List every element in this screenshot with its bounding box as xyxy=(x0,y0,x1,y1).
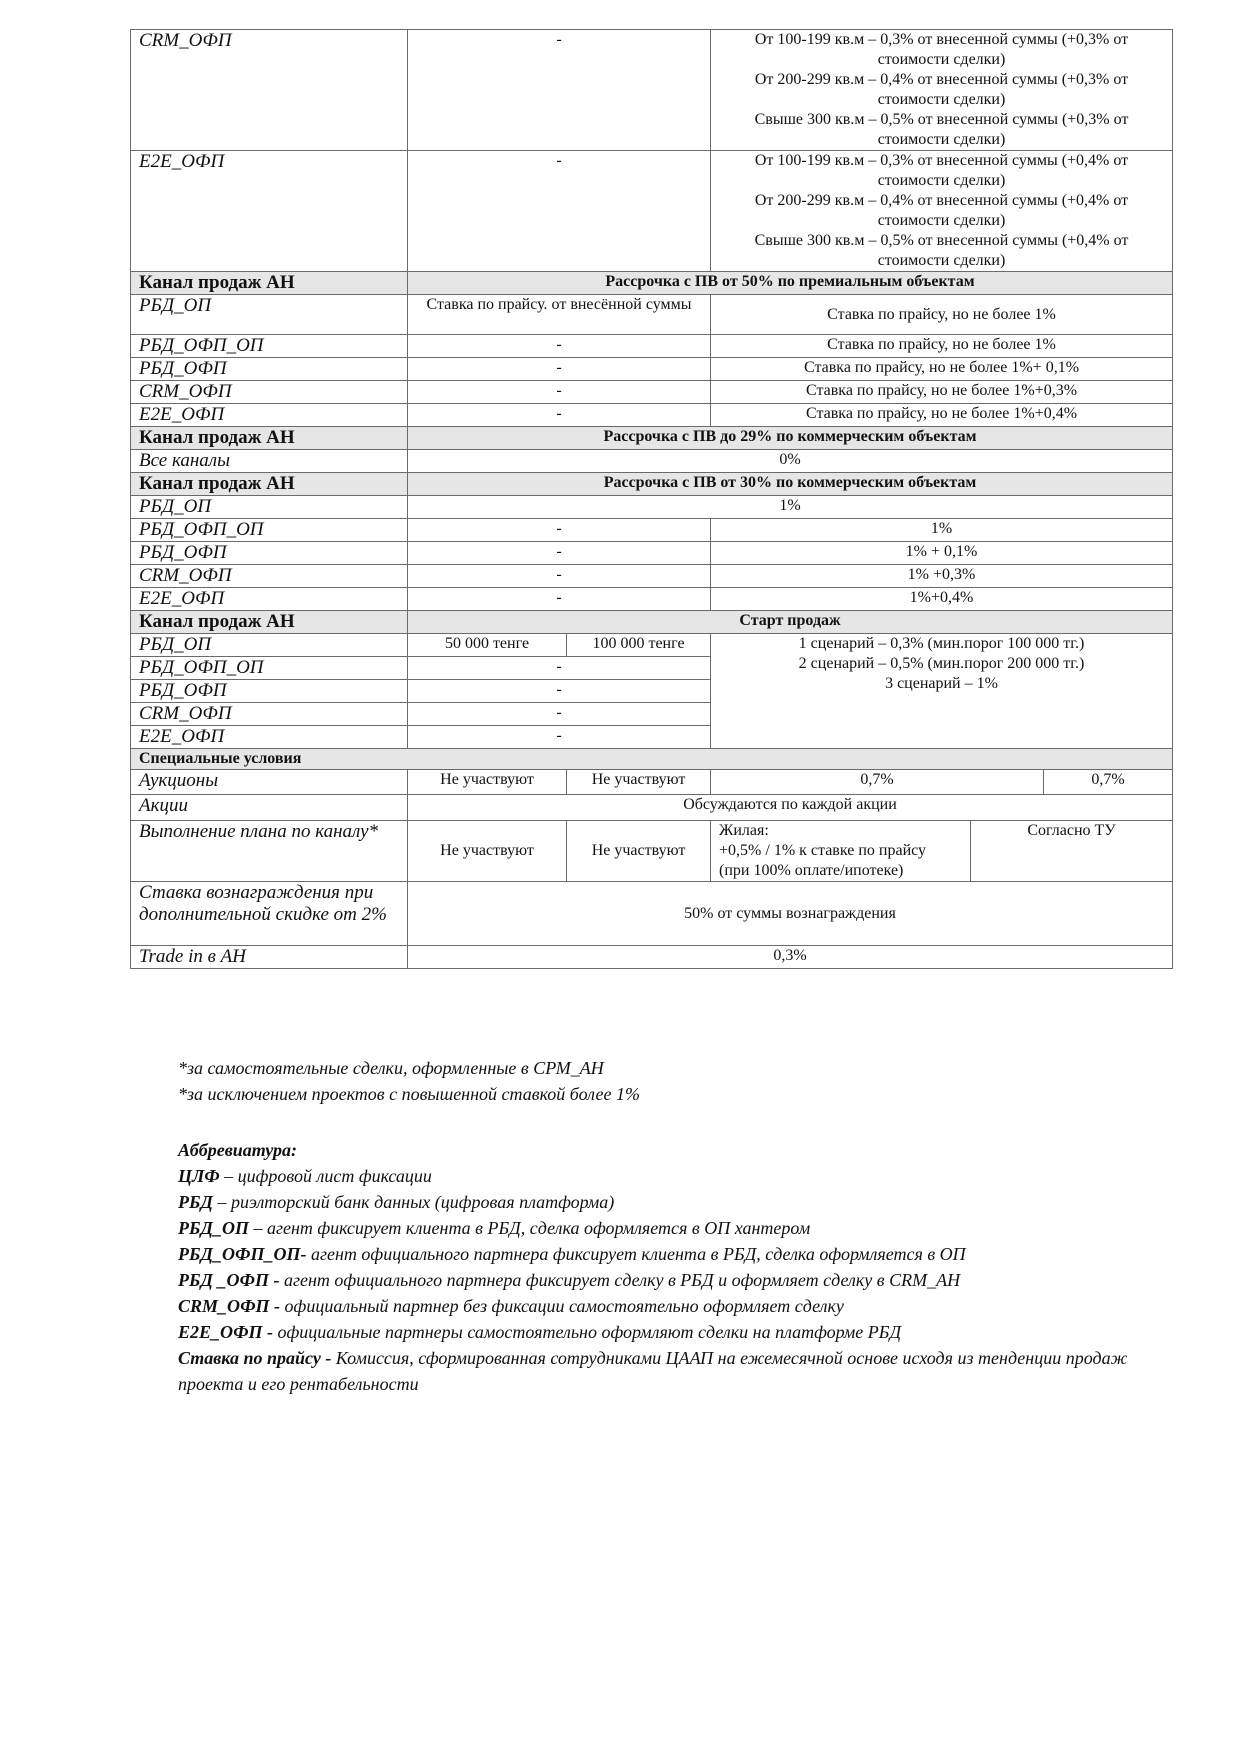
commission-table xyxy=(130,29,1173,969)
table-row xyxy=(131,542,1173,565)
footnotes xyxy=(178,1055,640,1107)
cell-value: - xyxy=(408,151,711,272)
footnote: *за самостоятельные сделки, оформленные в СРМ_АН xyxy=(178,1058,604,1078)
abbr-sep: – xyxy=(248,1218,267,1238)
channel-label: РБД_ОФП xyxy=(131,542,408,565)
table-row xyxy=(131,565,1173,588)
abbr-term: E2E_ОФП - xyxy=(178,1322,274,1342)
condition-label: Выполнение плана по каналу* xyxy=(131,821,408,882)
cell-value: 1% +0,3% xyxy=(711,565,1173,588)
scenario-line: 3 сценарий – 1% xyxy=(885,675,998,692)
abbr-term: РБД_ОП xyxy=(178,1218,249,1238)
cell-value: 0,3% xyxy=(408,946,1173,969)
cell-value: - xyxy=(408,542,711,565)
cell-value: Не участвуют xyxy=(567,821,711,882)
abbr-term: ЦЛФ xyxy=(178,1166,220,1186)
scenario-line: 1 сценарий – 0,3% (мин.порог 100 000 тг.) xyxy=(798,635,1085,652)
cell-value: Не участвуют xyxy=(408,770,567,795)
channel-header: Канал продаж АН xyxy=(131,427,408,450)
condition-label: Аукционы xyxy=(131,770,408,795)
channel-label: РБД_ОФП xyxy=(131,680,408,703)
cell-value: Согласно ТУ xyxy=(971,821,1173,882)
abbr-def: агент официального партнера фиксирует сделку в РБД и оформляет сделку в CRM_АН xyxy=(283,1270,961,1290)
table-row xyxy=(131,381,1173,404)
cell-value: 100 000 тенге xyxy=(567,634,711,657)
abbr-term: РБД_ОФП_ОП- xyxy=(178,1244,307,1264)
cell-value: 1% xyxy=(711,519,1173,542)
channel-label: E2E_ОФП xyxy=(131,404,408,427)
cell-value: - xyxy=(408,358,711,381)
table-row xyxy=(131,404,1173,427)
table-row xyxy=(131,795,1173,821)
channel-label: CRM_ОФП xyxy=(131,565,408,588)
scenario-cell xyxy=(711,634,1173,749)
cell-value: - xyxy=(408,519,711,542)
channel-label: Все каналы xyxy=(131,450,408,473)
abbr-def: официальный партнер без фиксации самостоятельно оформляет сделку xyxy=(284,1296,844,1316)
table-row xyxy=(131,295,1173,335)
cell-value: 0% xyxy=(408,450,1173,473)
channel-label: РБД_ОФП_ОП xyxy=(131,335,408,358)
cell-value: 0,7% xyxy=(711,770,1044,795)
cell-value: Ставка по прайсу, но не более 1% xyxy=(711,335,1173,358)
tier-line: От 100-199 кв.м – 0,3% от внесенной суммы (+0,4% от стоимости сделки) xyxy=(754,152,1129,189)
section-header xyxy=(131,611,1173,634)
cell-value: - xyxy=(408,565,711,588)
channel-label: CRM_ОФП xyxy=(131,30,408,151)
channel-label: CRM_ОФП xyxy=(131,703,408,726)
tier-line: От 100-199 кв.м – 0,3% от внесенной суммы (+0,3% от стоимости сделки) xyxy=(754,31,1129,68)
channel-header: Канал продаж АН xyxy=(131,473,408,496)
cell-value: Не участвуют xyxy=(408,821,567,882)
abbr-def: риэлторский банк данных (цифровая платформа) xyxy=(230,1192,615,1212)
cell-value: 1% + 0,1% xyxy=(711,542,1173,565)
tier-line: Свыше 300 кв.м – 0,5% от внесенной суммы (+0,4% от стоимости сделки) xyxy=(754,232,1129,269)
cell-value: 0,7% xyxy=(1044,770,1173,795)
channel-label: РБД_ОП xyxy=(131,496,408,519)
section-title: Специальные условия xyxy=(131,749,1173,770)
abbr-term: Ставка по прайсу - xyxy=(178,1348,332,1368)
condition-label: Ставка вознаграждения при дополнительной скидке от 2% xyxy=(131,882,408,946)
cell-line: (при 100% оплате/ипотеке) xyxy=(719,862,904,879)
abbr-term: РБД xyxy=(178,1192,213,1212)
channel-label: E2E_ОФП xyxy=(131,726,408,749)
cell-line: Жилая: xyxy=(719,822,769,839)
scenario-line: 2 сценарий – 0,5% (мин.порог 200 000 тг.) xyxy=(798,655,1085,672)
footnote: *за исключением проектов с повышенной ставкой более 1% xyxy=(178,1084,640,1104)
table-row xyxy=(131,634,1173,657)
abbreviation-item xyxy=(178,1241,1138,1267)
cell-value: 50 000 тенге xyxy=(408,634,567,657)
cell-value: - xyxy=(408,703,711,726)
condition-label: Акции xyxy=(131,795,408,821)
abbr-term: CRM_ОФП - xyxy=(178,1296,281,1316)
condition-label: Trade in в АН xyxy=(131,946,408,969)
abbr-sep: – xyxy=(219,1166,238,1186)
abbr-term: РБД _ОФП - xyxy=(178,1270,280,1290)
section-title: Рассрочка с ПВ от 30% по коммерческим объектам xyxy=(408,473,1173,496)
cell-value: - xyxy=(408,335,711,358)
channel-header: Канал продаж АН xyxy=(131,611,408,634)
abbr-def: Комиссия, сформированная сотрудниками ЦААП на ежемесячной основе исходя из тенденции продаж проекта и его рентабельности xyxy=(178,1348,1128,1394)
channel-label: РБД_ОФП xyxy=(131,358,408,381)
table-row xyxy=(131,946,1173,969)
table-row xyxy=(131,358,1173,381)
abbreviation-item xyxy=(178,1163,1138,1189)
tier-cell xyxy=(711,151,1173,272)
tier-line: Свыше 300 кв.м – 0,5% от внесенной суммы (+0,3% от стоимости сделки) xyxy=(754,111,1129,148)
cell-value: 50% от суммы вознаграждения xyxy=(408,882,1173,946)
abbreviation-item xyxy=(178,1215,1138,1241)
cell-value: Ставка по прайсу, но не более 1% xyxy=(711,295,1173,335)
table-row xyxy=(131,882,1173,946)
table-row xyxy=(131,770,1173,795)
cell-value: Ставка по прайсу, но не более 1%+0,4% xyxy=(711,404,1173,427)
abbreviation-item xyxy=(178,1267,1138,1293)
cell-value: Обсуждаются по каждой акции xyxy=(408,795,1173,821)
abbreviation-item xyxy=(178,1189,1138,1215)
cell-value: - xyxy=(408,404,711,427)
abbr-def: официальные партнеры самостоятельно оформляют сделки на платформе РБД xyxy=(277,1322,902,1342)
cell-value: Ставка по прайсу, но не более 1%+0,3% xyxy=(711,381,1173,404)
abbreviations-title: Аббревиатура: xyxy=(178,1140,298,1160)
section-header xyxy=(131,427,1173,450)
channel-label: РБД_ОФП_ОП xyxy=(131,519,408,542)
section-header xyxy=(131,749,1173,770)
abbreviation-item xyxy=(178,1345,1138,1397)
cell-value: Не участвуют xyxy=(567,770,711,795)
section-title: Рассрочка с ПВ до 29% по коммерческим объектам xyxy=(408,427,1173,450)
channel-label: РБД_ОП xyxy=(131,295,408,335)
section-title: Старт продаж xyxy=(408,611,1173,634)
cell-value: Ставка по прайсу, но не более 1%+ 0,1% xyxy=(711,358,1173,381)
cell-line: +0,5% / 1% к ставке по прайсу xyxy=(719,842,927,859)
abbreviations xyxy=(178,1137,1138,1397)
table-row xyxy=(131,588,1173,611)
table-row xyxy=(131,519,1173,542)
table-row xyxy=(131,30,1173,151)
channel-label: E2E_ОФП xyxy=(131,151,408,272)
abbreviation-item xyxy=(178,1319,1138,1345)
cell-value: - xyxy=(408,30,711,151)
tier-line: От 200-299 кв.м – 0,4% от внесенной суммы (+0,3% от стоимости сделки) xyxy=(754,71,1129,108)
cell-value: 1% xyxy=(408,496,1173,519)
abbr-def: агент фиксирует клиента в РБД, сделка оформляется в ОП хантером xyxy=(266,1218,811,1238)
section-title: Рассрочка с ПВ от 50% по премиальным объектам xyxy=(408,272,1173,295)
cell-value: - xyxy=(408,381,711,404)
cell-value: - xyxy=(408,588,711,611)
section-header xyxy=(131,272,1173,295)
channel-header: Канал продаж АН xyxy=(131,272,408,295)
table-row xyxy=(131,335,1173,358)
cell-value: 1%+0,4% xyxy=(711,588,1173,611)
table-row xyxy=(131,496,1173,519)
abbreviation-item xyxy=(178,1293,1138,1319)
section-header xyxy=(131,473,1173,496)
tier-cell xyxy=(711,30,1173,151)
abbr-def: цифровой лист фиксации xyxy=(237,1166,432,1186)
table-row xyxy=(131,821,1173,882)
channel-label: РБД_ОП xyxy=(131,634,408,657)
residential-cell xyxy=(711,821,971,882)
cell-value: - xyxy=(408,726,711,749)
table-row xyxy=(131,151,1173,272)
abbr-def: агент официального партнера фиксирует клиента в РБД, сделка оформляется в ОП xyxy=(310,1244,966,1264)
channel-label: CRM_ОФП xyxy=(131,381,408,404)
table-row xyxy=(131,450,1173,473)
abbr-sep: – xyxy=(212,1192,231,1212)
cell-value: Ставка по прайсу. от внесённой суммы xyxy=(408,295,711,335)
channel-label: E2E_ОФП xyxy=(131,588,408,611)
tier-line: От 200-299 кв.м – 0,4% от внесенной суммы (+0,4% от стоимости сделки) xyxy=(754,192,1129,229)
cell-value: - xyxy=(408,657,711,680)
cell-value: - xyxy=(408,680,711,703)
channel-label: РБД_ОФП_ОП xyxy=(131,657,408,680)
